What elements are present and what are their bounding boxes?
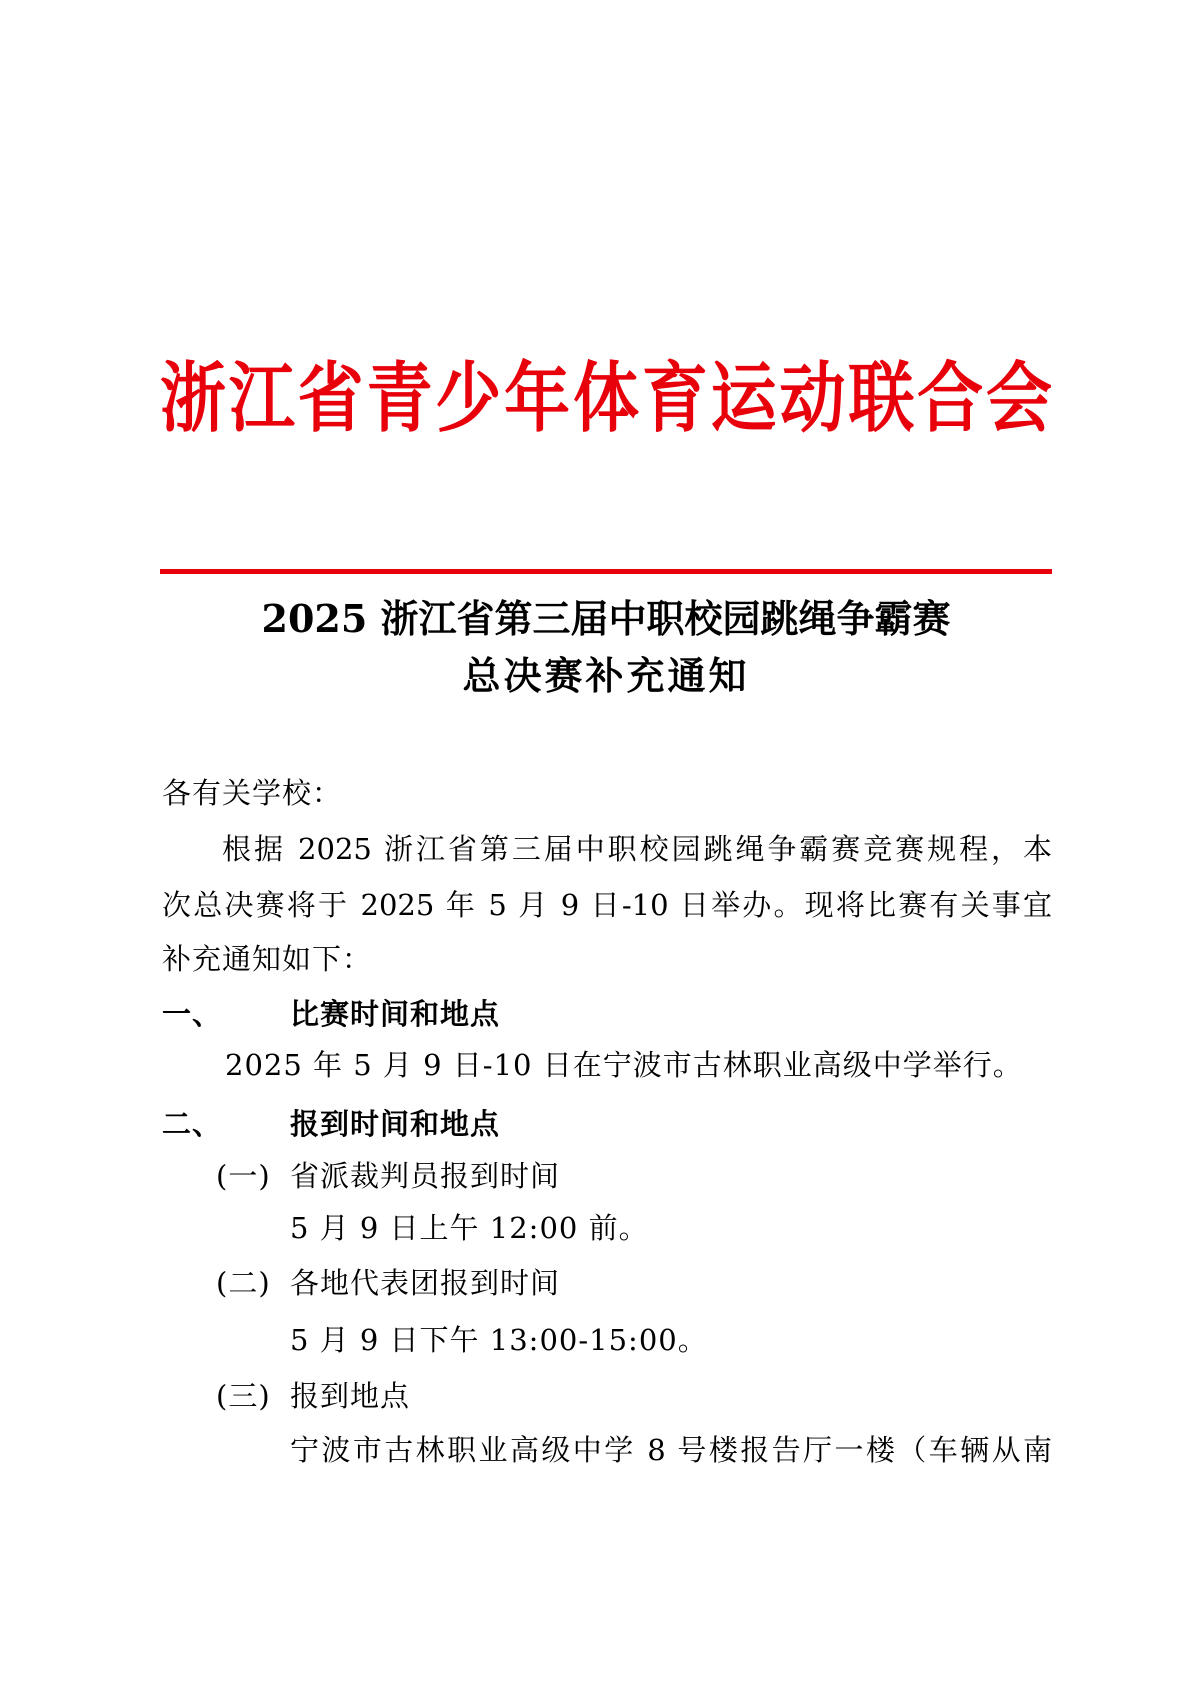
section-2-heading: 报到时间和地点 [290,1107,501,1141]
item-2-number: (二) [216,1266,271,1300]
document-title-line-1: 2025 浙江省第三届中职校园跳绳争霸赛 [261,596,951,641]
document-title-line-2: 总决赛补充通知 [462,653,750,698]
section-1-heading: 比赛时间和地点 [290,997,501,1031]
item-2-label: 各地代表团报到时间 [290,1266,561,1300]
item-1-number: (一) [216,1159,271,1193]
item-3-text: 宁波市古林职业高级中学 8 号楼报告厅一楼（车辆从南 [290,1433,1052,1467]
section-1-body: 2025 年 5 月 9 日-10 日在宁波市古林职业高级中学举行。 [225,1048,1023,1082]
letterhead-red-rule [160,569,1052,574]
intro-line-1: 根据 2025 浙江省第三届中职校园跳绳争霸赛竞赛规程，本 [222,832,1052,866]
letterhead-org-name: 浙江省青少年体育运动联合会 [160,353,1052,443]
section-1-number: 一、 [162,997,223,1031]
section-2-number: 二、 [162,1107,223,1141]
intro-line-2: 次总决赛将于 2025 年 5 月 9 日-10 日举办。现将比赛有关事宜 [162,888,1052,922]
item-1-label: 省派裁判员报到时间 [290,1159,561,1193]
item-1-text: 5 月 9 日上午 12:00 前。 [290,1211,649,1245]
salutation: 各有关学校： [162,776,343,810]
item-2-text: 5 月 9 日下午 13:00-15:00。 [290,1323,708,1357]
item-3-number: (三) [216,1379,271,1413]
item-3-label: 报到地点 [290,1379,411,1413]
intro-line-3: 补充通知如下： [162,942,373,976]
